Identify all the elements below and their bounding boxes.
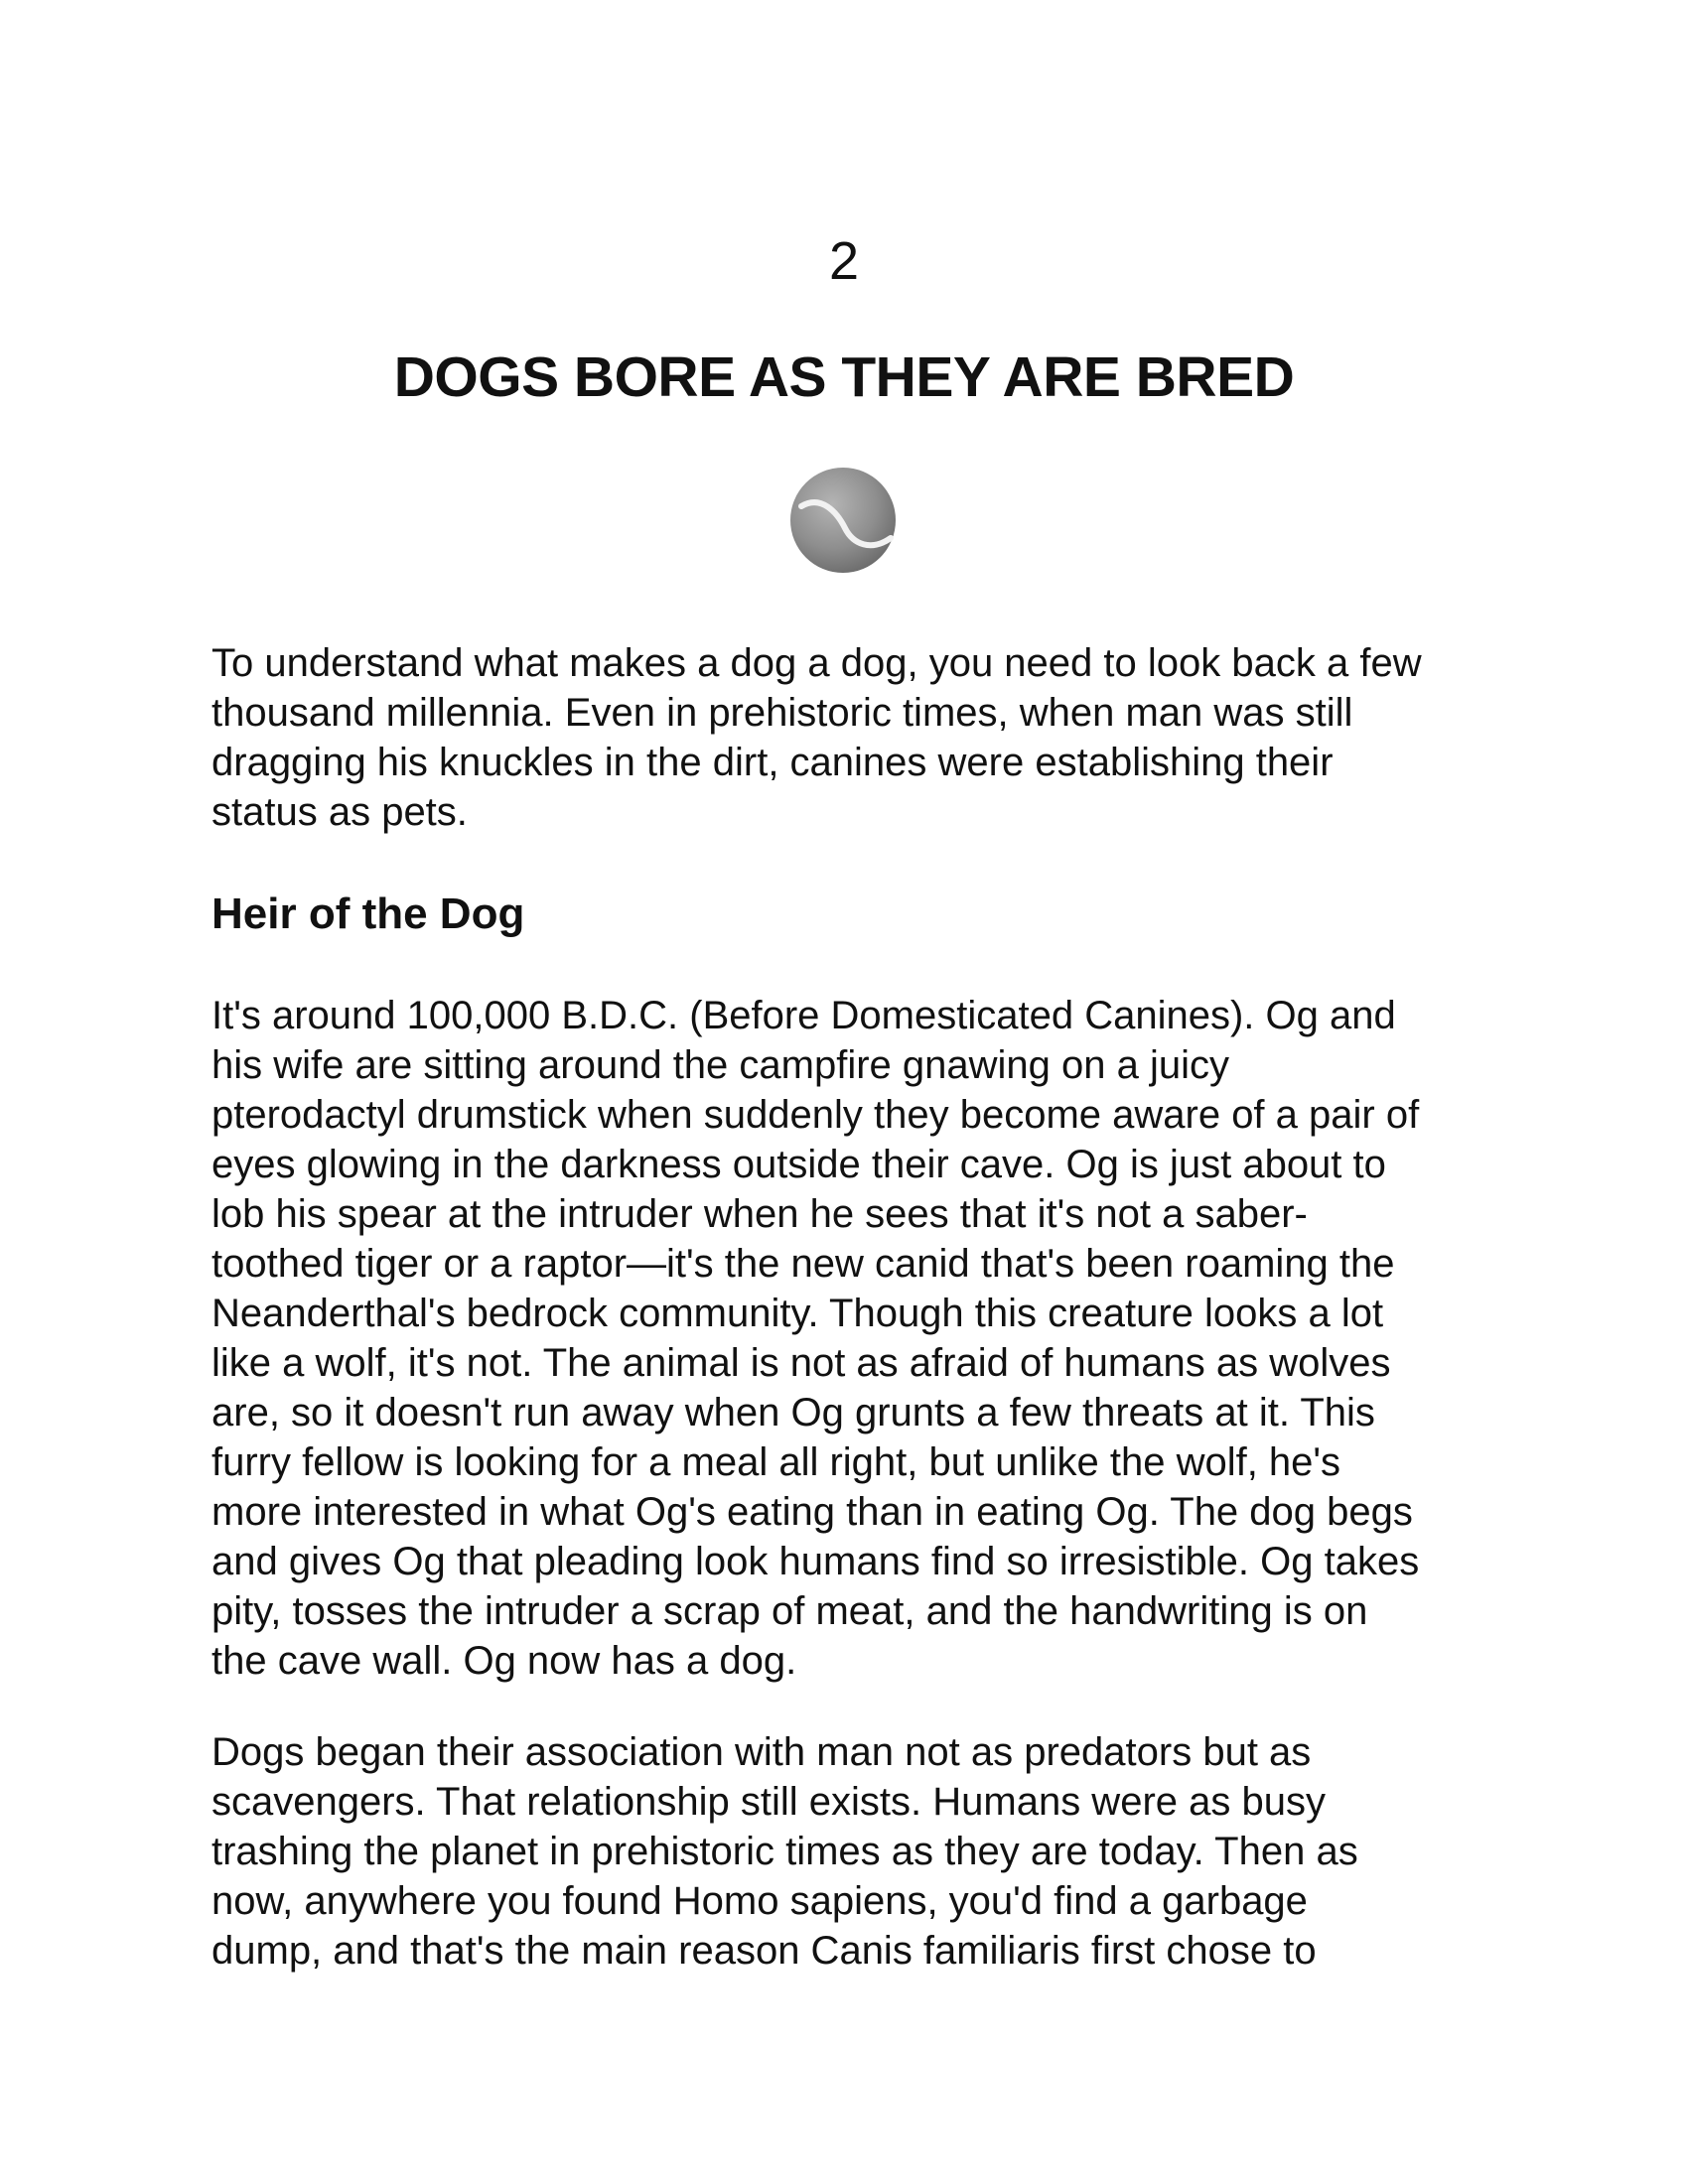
tennis-ball-icon: [787, 465, 899, 576]
og-story-paragraph: It's around 100,000 B.D.C. (Before Domesticated Canines). Og and his wife are sitting around the campfire gnawing on a juicy pterodactyl drumstick when suddenly they become aware of a pair of eyes glowing in the darkness outside their cave. Og is just about to lob his spear at the intruder when he sees that it's not a saber- toothed tiger or a raptor—it's the new canid that's been roaming the Neanderthal's bedrock community. Though this creature looks a lot like a wolf, it's not. The animal is not as afraid of humans as wolves are, so it doesn't run away when Og grunts a few threats at it. This furry fellow is looking for a meal all right, but unlike the wolf, he's more interested in what Og's eating than in eating Og. The dog begs and gives Og that pleading look humans find so irresistible. Og takes pity, tosses the intruder a scrap of meat, and the handwriting is on the cave wall. Og now has a dog.: [211, 994, 1420, 1683]
section-heading: Heir of the Dog: [211, 889, 525, 938]
intro-paragraph: To understand what makes a dog a dog, you need to look back a few thousand millennia. Even in prehistoric times, when man was still dragging his knuckles in the dirt, canines were establishing their status as pets.: [211, 641, 1422, 834]
body-content: [211, 638, 1492, 1976]
chapter-title: DOGS BORE AS THEY ARE BRED: [393, 345, 1295, 409]
scavengers-paragraph: Dogs began their association with man not as predators but as scavengers. That relationship still exists. Humans were as busy trashing the planet in prehistoric times as they are today. Then as now, anywhere you found Homo sapiens, you'd find a garbage dump, and that's the main reason Canis familiaris first chose to: [211, 1730, 1358, 1973]
chapter-number: 2: [828, 231, 860, 291]
